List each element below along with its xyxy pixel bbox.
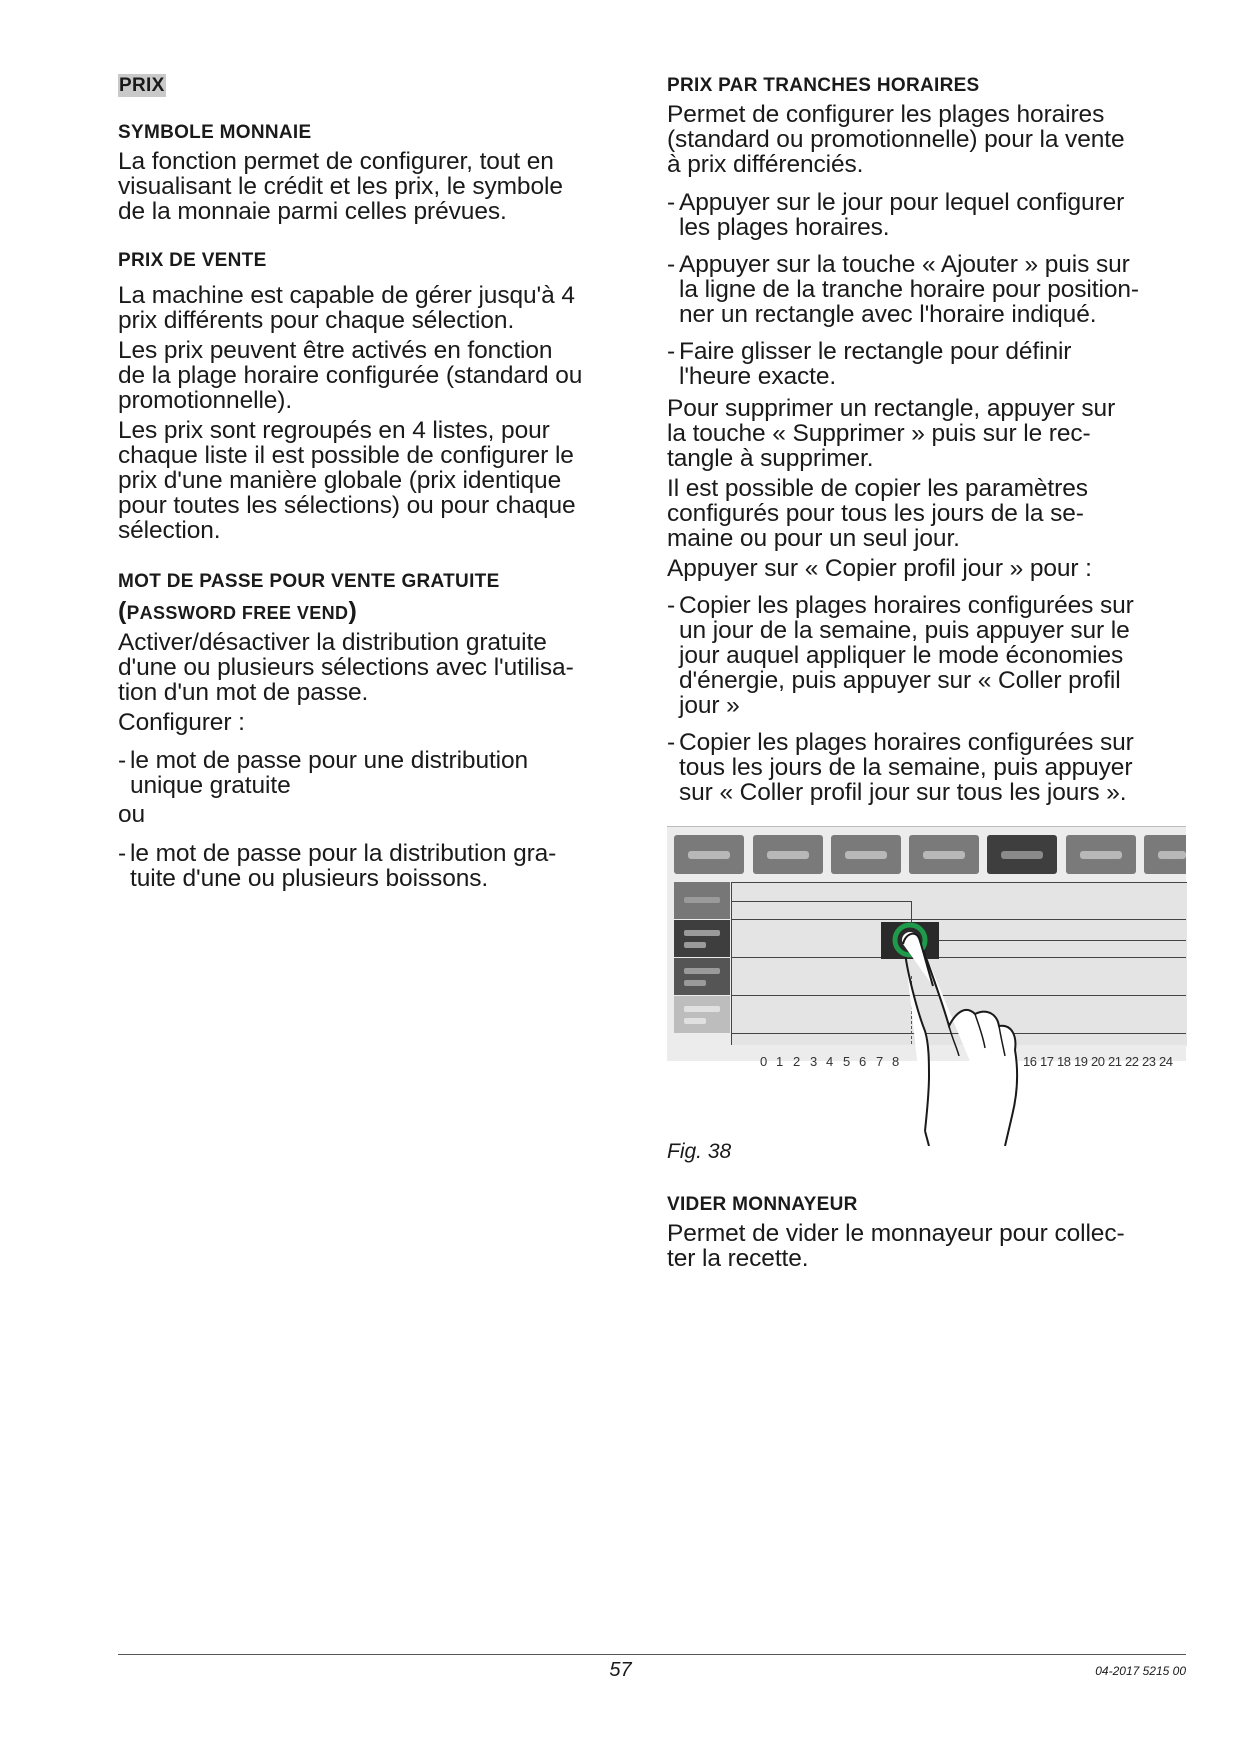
tick-label: 20: [1091, 1054, 1105, 1069]
tranches-paragraph-4: Appuyer sur « Copier profil jour » pour :: [667, 555, 1092, 582]
tick-label: 8: [892, 1054, 900, 1069]
symbole-monnaie-heading: SYMBOLE MONNAIE: [118, 122, 312, 143]
list-item: - Copier les plages horaires configurées sur tous les jours de la semaine, puis appuyer sur « Coller profil jour sur tous les jours ».: [667, 729, 1134, 806]
tick-label: 6: [859, 1054, 867, 1069]
tick-label: 18: [1057, 1054, 1071, 1069]
tick-label: 17: [1040, 1054, 1054, 1069]
tranches-paragraph-2: Pour supprimer un rectangle, appuyer sur la touche « Supprimer » puis sur le rec- tangle à supprimer.: [667, 395, 1116, 472]
list-item: - Appuyer sur la touche « Ajouter » puis sur la ligne de la tranche horaire pour position- ner un rectangle avec l'horaire indiqué.: [667, 251, 1139, 328]
vider-monnayeur-paragraph: Permet de vider le monnayeur pour collec- ter la recette.: [667, 1220, 1125, 1272]
list-item: - Appuyer sur le jour pour lequel configurer les plages horaires.: [667, 189, 1125, 241]
tick-label: 16: [1023, 1054, 1037, 1069]
list-item: - le mot de passe pour une distribution unique gratuite: [118, 747, 529, 799]
tick-label: 3: [810, 1054, 818, 1069]
tranches-horaires-heading: PRIX PAR TRANCHES HORAIRES: [667, 75, 980, 96]
prix-de-vente-paragraph-2: Les prix peuvent être activés en fonction de la plage horaire configurée (standard ou promotionnelle).: [118, 337, 583, 414]
list-item: - le mot de passe pour la distribution gra- tuite d'une ou plusieurs boissons.: [118, 840, 557, 892]
list-item: - Copier les plages horaires configurées sur un jour de la semaine, puis appuyer sur le jour auquel appliquer le mode économies d'énergie, puis appuyer sur « Coller profil jour »: [667, 592, 1134, 719]
tick-label: 0: [760, 1054, 768, 1069]
tick-label: 19: [1074, 1054, 1088, 1069]
list-item: - Faire glisser le rectangle pour définir l'heure exacte.: [667, 338, 1072, 390]
prix-de-vente-heading: PRIX DE VENTE: [118, 250, 267, 271]
tick-label: 24: [1159, 1054, 1173, 1069]
password-free-vend-subheading: (PASSWORD FREE VEND): [118, 597, 358, 625]
page-number: 57: [609, 1659, 632, 1681]
footer-rule: [118, 1654, 1186, 1655]
tick-label: 22: [1125, 1054, 1139, 1069]
prix-de-vente-paragraph-1: La machine est capable de gérer jusqu'à 4 prix différents pour chaque sélection.: [118, 282, 575, 334]
mot-de-passe-paragraph: Activer/désactiver la distribution gratuite d'une ou plusieurs sélections avec l'utilisa- tion d'un mot de passe.: [118, 629, 574, 706]
document-code: 04-2017 5215 00: [1095, 1664, 1186, 1678]
tranches-paragraph-1: Permet de configurer les plages horaires (standard ou promotionnelle) pour la vente à prix différenciés.: [667, 101, 1125, 178]
configurer-label: Configurer :: [118, 709, 245, 736]
mot-de-passe-heading: MOT DE PASSE POUR VENTE GRATUITE: [118, 571, 500, 592]
tick-label: 4: [826, 1054, 834, 1069]
symbole-monnaie-paragraph: La fonction permet de configurer, tout en visualisant le crédit et les prix, le symbole de la monnaie parmi celles prévues.: [118, 148, 563, 225]
figure-38-timeslot-screenshot: [667, 826, 1186, 1146]
tick-label: 1: [776, 1054, 784, 1069]
tick-label: 5: [843, 1054, 851, 1069]
tick-label: 7: [876, 1054, 884, 1069]
vider-monnayeur-heading: VIDER MONNAYEUR: [667, 1194, 858, 1215]
prix-title: PRIX: [119, 75, 165, 96]
tick-label: 21: [1108, 1054, 1122, 1069]
prix-de-vente-paragraph-3: Les prix sont regroupés en 4 listes, pour chaque liste il est possible de configurer le prix d'une manière globale (prix identique pour toutes les sélections) ou pour chaque sélection.: [118, 417, 576, 544]
ou-label: ou: [118, 801, 146, 828]
tick-label: 23: [1142, 1054, 1156, 1069]
tick-label: 2: [793, 1054, 801, 1069]
tranches-paragraph-3: Il est possible de copier les paramètres configurés pour tous les jours de la se- maine ou pour un seul jour.: [667, 475, 1088, 552]
hand-pointer-icon: [667, 826, 1186, 1146]
figure-caption: Fig. 38: [667, 1140, 732, 1163]
